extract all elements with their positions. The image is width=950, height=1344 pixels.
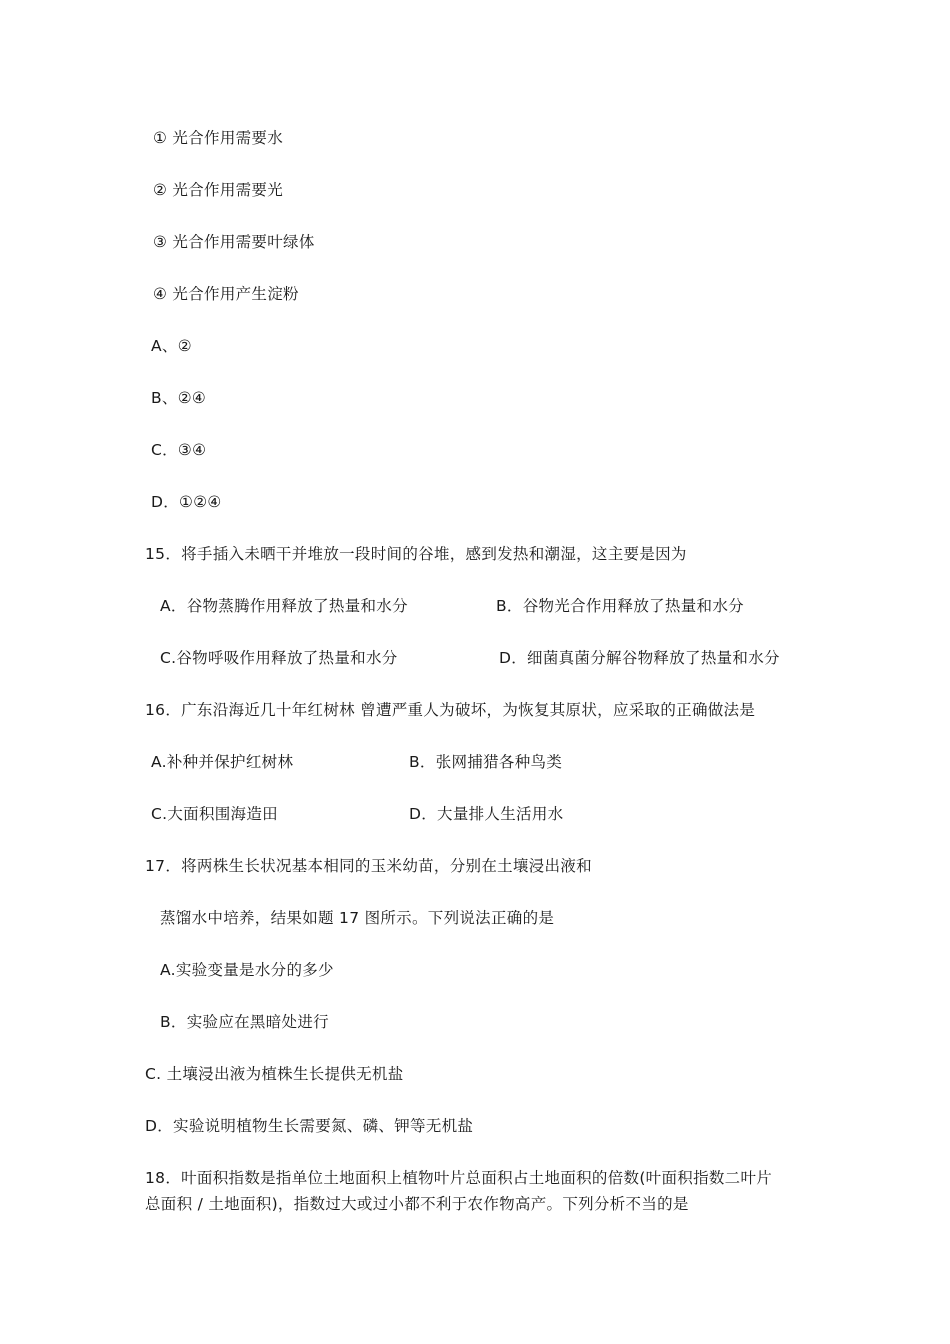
q14-option-b: B、②④: [151, 389, 207, 407]
q15-option-d: D．细菌真菌分解谷物释放了热量和水分: [499, 649, 780, 667]
q14-statement-3: ③ 光合作用需要叶绿体: [153, 233, 315, 251]
q16-option-b: B．张网捕猎各种鸟类: [409, 753, 563, 771]
q14-statement-2: ② 光合作用需要光: [153, 181, 284, 199]
q14-option-a: A、②: [151, 337, 192, 355]
q16-stem: 16．广东沿海近几十年红树林 曾遭严重人为破坏，为恢复其原状，应采取的正确做法是: [145, 701, 756, 719]
q16-option-c: C.大面积围海造田: [151, 805, 278, 823]
q15-option-a: A．谷物蒸腾作用释放了热量和水分: [160, 597, 408, 615]
q15-option-c: C.谷物呼吸作用释放了热量和水分: [160, 649, 398, 667]
q17-stem-line-1: 17．将两株生长状况基本相同的玉米幼苗，分别在土壤浸出液和: [145, 857, 592, 875]
q14-statement-1: ① 光合作用需要水: [153, 129, 284, 147]
q14-option-d: D．①②④: [151, 493, 222, 511]
q16-option-a: A.补种并保护红树林: [151, 753, 294, 771]
q17-option-d: D．实验说明植物生长需要氮、磷、钾等无机盐: [145, 1117, 474, 1135]
q17-option-b: B．实验应在黑暗处进行: [160, 1013, 329, 1031]
q15-option-b: B．谷物光合作用释放了热量和水分: [496, 597, 744, 615]
q15-stem: 15．将手插入未晒干并堆放一段时间的谷堆，感到发热和潮湿，这主要是因为: [145, 545, 687, 563]
q16-option-d: D．大量排人生活用水: [409, 805, 564, 823]
q14-statement-4: ④ 光合作用产生淀粉: [153, 285, 299, 303]
q18-stem-line-2: 总面积 / 土地面积)，指数过大或过小都不利于农作物高产。下列分析不当的是: [145, 1195, 689, 1213]
q14-option-c: C．③④: [151, 441, 207, 459]
q17-option-a: A.实验变量是水分的多少: [160, 961, 334, 979]
q18-stem-line-1: 18．叶面积指数是指单位土地面积上植物叶片总面积占土地面积的倍数(叶面积指数二叶片: [145, 1169, 773, 1187]
q17-option-c: C. 土壤浸出液为植株生长提供无机盐: [145, 1065, 404, 1083]
q17-stem-line-2: 蒸馏水中培养，结果如题 17 图所示。下列说法正确的是: [160, 909, 555, 927]
